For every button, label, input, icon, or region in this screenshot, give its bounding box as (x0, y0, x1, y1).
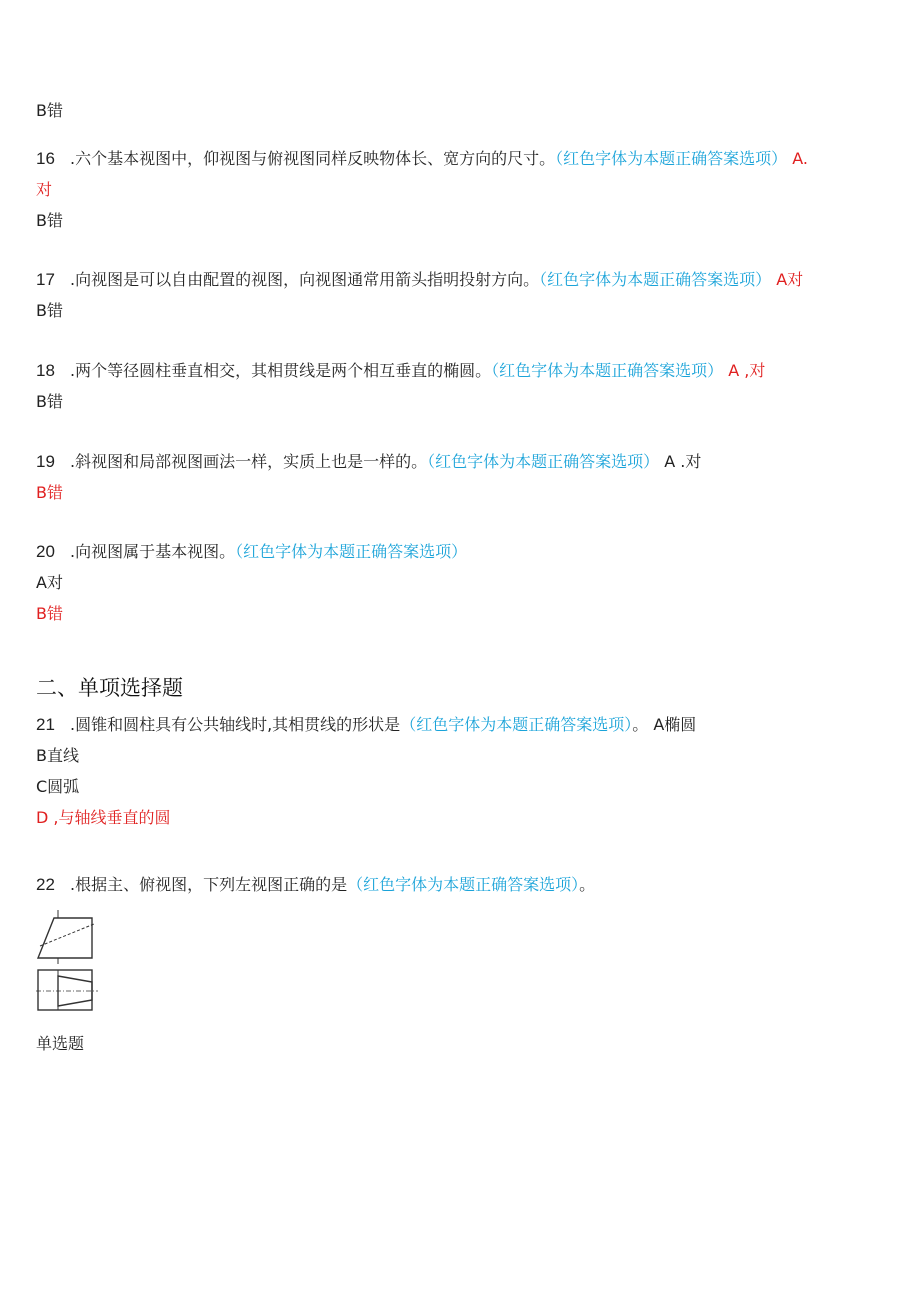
question-suffix: 。 (579, 875, 596, 894)
q21-option-a: A椭圆 (653, 715, 697, 734)
q21-option-c: C圆弧 (36, 777, 80, 796)
q17-option-b: B错 (36, 301, 63, 320)
q21-option-d: D ,与轴线垂直的圆 (36, 808, 171, 827)
question-text: .两个等径圆柱垂直相交，其相贯线是两个相互垂直的椭圆。 (70, 361, 492, 380)
answer-hint: （红色字体为本题正确答案选项） (555, 149, 788, 168)
answer-hint: （红色字体为本题正确答案选项） (491, 361, 724, 380)
q19-option-a: A .对 (664, 452, 702, 471)
question-text: .向视图属于基本视图。 (70, 542, 236, 561)
question-number: 17 (36, 270, 55, 289)
answer-hint: （红色字体为本题正确答案选项） (427, 452, 660, 471)
q21-option-b: B直线 (36, 746, 79, 765)
question-number: 18 (36, 361, 55, 380)
orthographic-views-figure (36, 910, 98, 1016)
q17-option-a: A对 (776, 270, 804, 289)
question-number: 16 (36, 149, 55, 168)
question-number: 19 (36, 452, 55, 471)
answer-hint: （红色字体为本题正确答案选项） (235, 542, 468, 561)
q18-option-b: B错 (36, 392, 63, 411)
section-title: 二、单项选择题 (36, 676, 183, 700)
question-text: .根据主、俯视图，下列左视图正确的是 (70, 875, 348, 894)
q18-option-a: A ,对 (728, 361, 766, 380)
question-17 (36, 269, 803, 291)
question-21 (36, 714, 696, 736)
q16-option-a-end: 对 (36, 180, 53, 199)
q20-option-b: B错 (36, 604, 63, 623)
question-text: .圆锥和圆柱具有公共轴线时,其相贯线的形状是 (70, 715, 401, 734)
question-number: 22 (36, 875, 55, 894)
q20-option-a: A对 (36, 573, 63, 592)
q16-option-a-start: A. (792, 149, 808, 168)
front-view (38, 910, 94, 964)
answer-hint: （红色字体为本题正确答案选项） (347, 875, 580, 894)
answer-hint: （红色字体为本题正确答案选项） (539, 270, 772, 289)
answer-hint: （红色字体为本题正确答案选项） (400, 715, 633, 734)
question-text: .向视图是可以自由配置的视图，向视图通常用箭头指明投射方向。 (70, 270, 540, 289)
q15-option-b: B错 (36, 101, 63, 120)
question-18 (36, 360, 765, 382)
question-number: 20 (36, 542, 55, 561)
question-19 (36, 451, 701, 473)
question-type-label: 单选题 (36, 1034, 85, 1053)
q19-option-b: B错 (36, 483, 63, 502)
question-suffix: 。 (632, 715, 649, 734)
question-text: .六个基本视图中，仰视图与俯视图同样反映物体长、宽方向的尺寸。 (70, 149, 556, 168)
question-number: 21 (36, 715, 55, 734)
question-20 (36, 541, 467, 563)
question-16 (36, 148, 808, 170)
q16-option-b: B错 (36, 211, 63, 230)
top-view (36, 970, 98, 1010)
question-text: .斜视图和局部视图画法一样，实质上也是一样的。 (70, 452, 428, 471)
question-22 (36, 874, 595, 896)
